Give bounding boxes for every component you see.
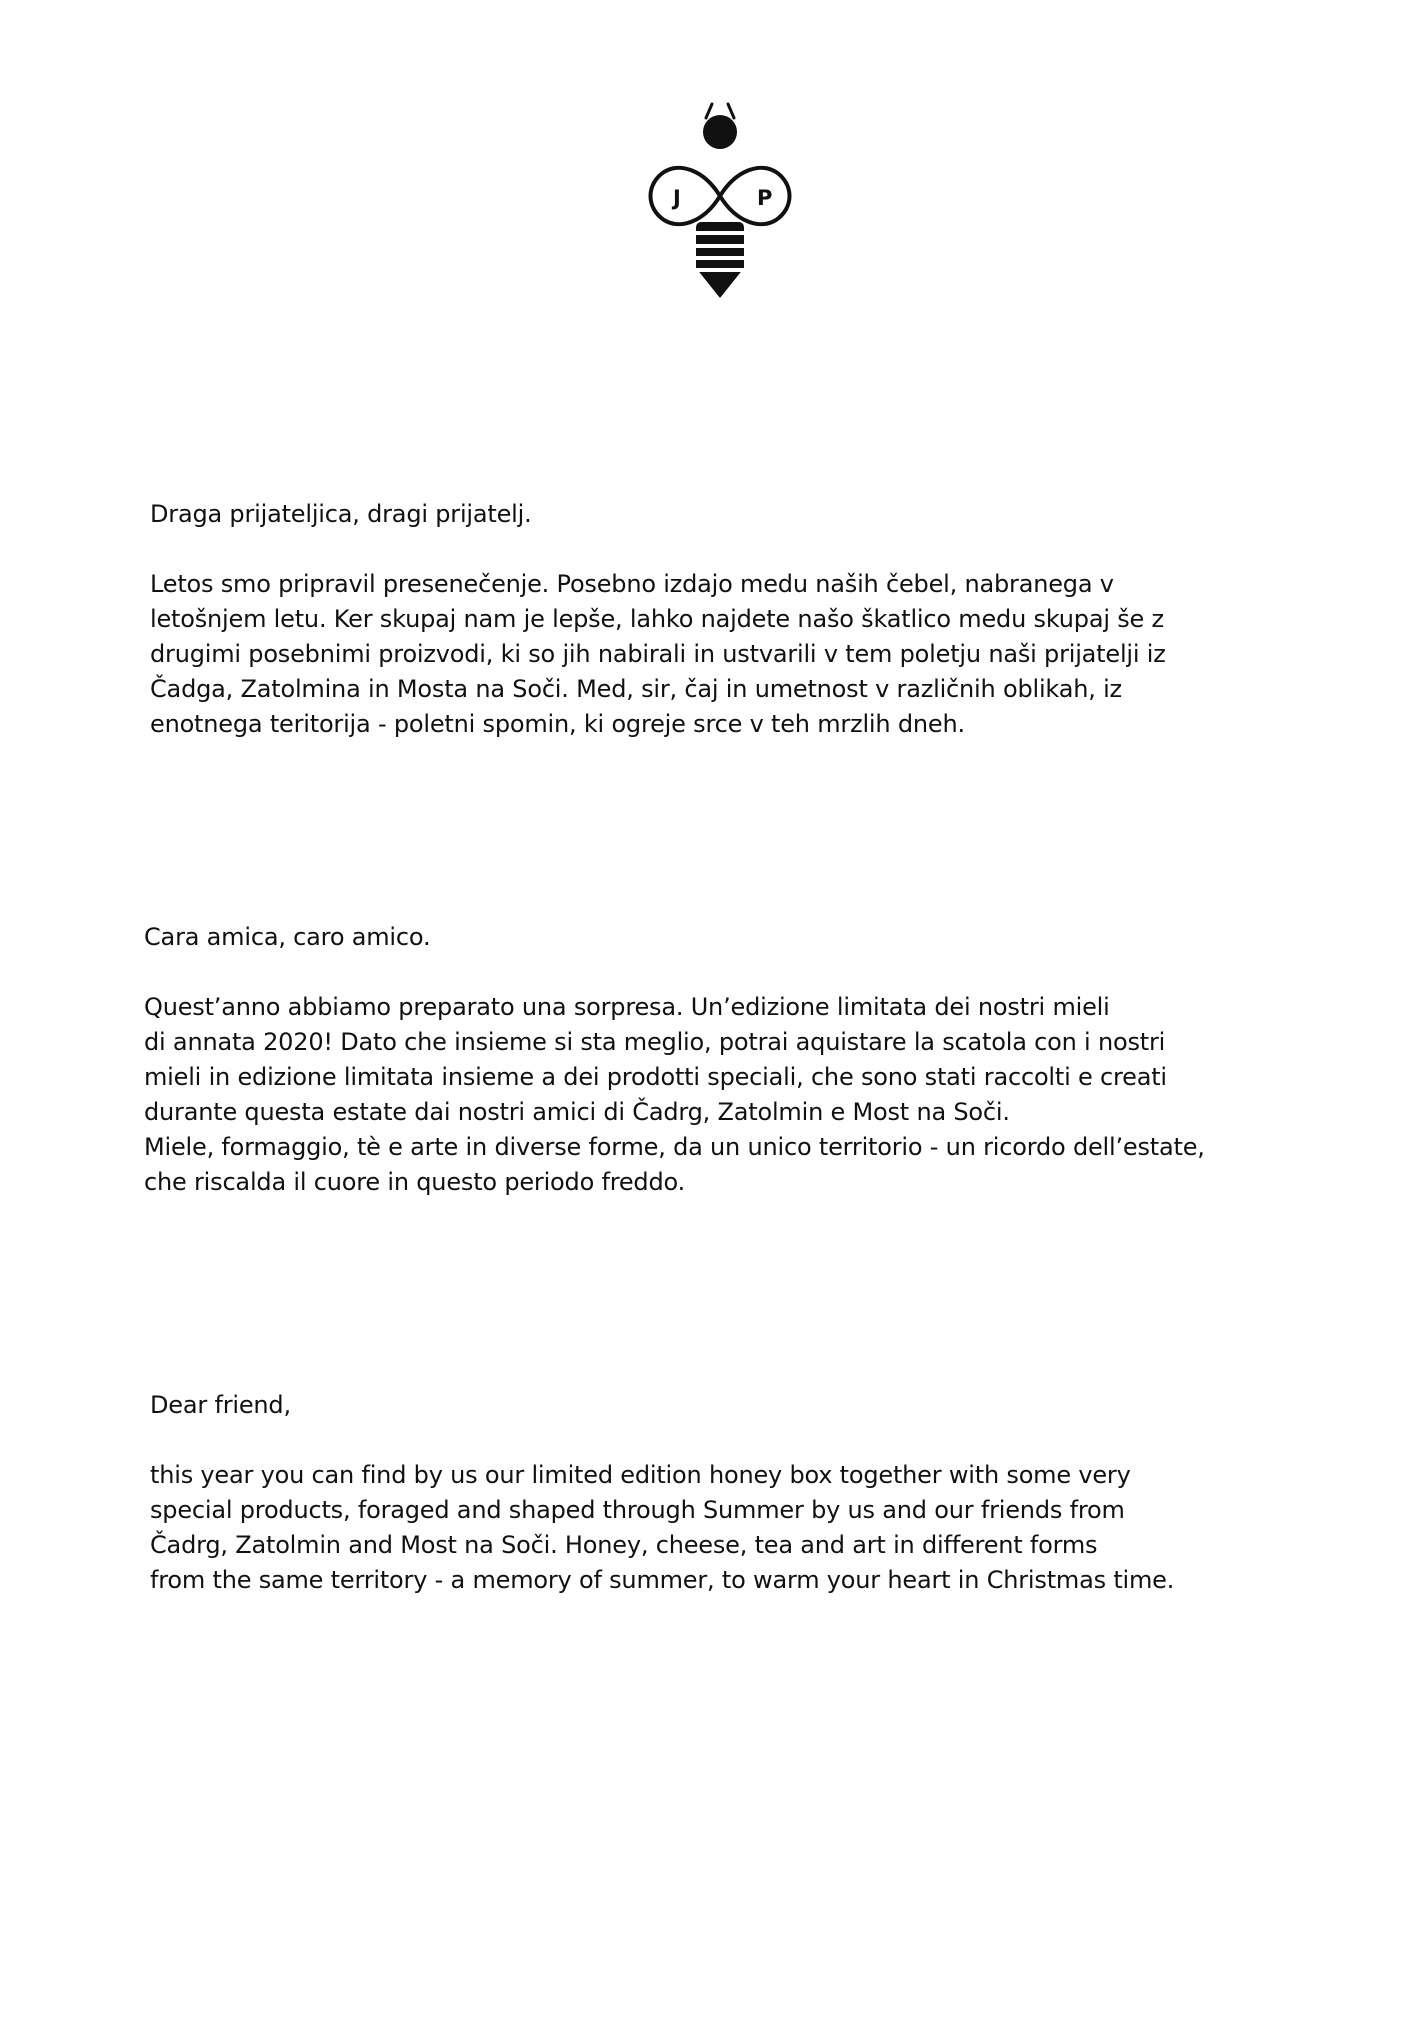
logo-letter-p: P <box>757 186 773 210</box>
paragraph-line: Miele, formaggio, tè e arte in diverse forme, da un unico territorio - un ricordo dell’estate, <box>144 1133 1205 1161</box>
paragraph-line: Čadrg, Zatolmin and Most na Soči. Honey, cheese, tea and art in different forms <box>150 1531 1098 1559</box>
greeting-english: Dear friend, <box>150 1391 291 1419</box>
greeting-slovenian: Draga prijateljica, dragi prijatelj. <box>150 500 532 528</box>
paragraph-line: enotnega teritorija - poletni spomin, ki ogreje srce v teh mrzlih dneh. <box>150 710 965 738</box>
paragraph-line: this year you can find by us our limited edition honey box together with some very <box>150 1461 1131 1489</box>
english-letter <box>150 1388 1174 1598</box>
bee-logo-icon <box>640 100 800 310</box>
paragraph-line: from the same territory - a memory of summer, to warm your heart in Christmas time. <box>150 1566 1175 1594</box>
paragraph-line: di annata 2020! Dato che insieme si sta meglio, potrai aquistare la scatola con i nostri <box>144 1028 1166 1056</box>
paragraph-line: Čadga, Zatolmina in Mosta na Soči. Med, sir, čaj in umetnost v različnih oblikah, iz <box>150 675 1122 703</box>
paragraph-line: che riscalda il cuore in questo periodo freddo. <box>144 1168 685 1196</box>
paragraph-line: letošnjem letu. Ker skupaj nam je lepše, lahko najdete našo škatlico medu skupaj še z <box>150 605 1164 633</box>
italian-letter <box>144 920 1205 1200</box>
paragraph-line: Quest’anno abbiamo preparato una sorpresa. Un’edizione limitata dei nostri mieli <box>144 993 1110 1021</box>
slovenian-letter <box>150 497 1166 742</box>
paragraph-line: drugimi posebnimi proizvodi, ki so jih nabirali in ustvarili v tem poletju naši prijatelji iz <box>150 640 1166 668</box>
paragraph-line: special products, foraged and shaped through Summer by us and our friends from <box>150 1496 1125 1524</box>
paragraph-line: Letos smo pripravil presenečenje. Posebno izdajo medu naših čebel, nabranega v <box>150 570 1114 598</box>
paragraph-line: durante questa estate dai nostri amici di Čadrg, Zatolmin e Most na Soči. <box>144 1098 1010 1126</box>
greeting-italian: Cara amica, caro amico. <box>144 923 431 951</box>
logo-letter-j: J <box>673 186 681 210</box>
paragraph-line: mieli in edizione limitata insieme a dei prodotti speciali, che sono stati raccolti e creati <box>144 1063 1167 1091</box>
